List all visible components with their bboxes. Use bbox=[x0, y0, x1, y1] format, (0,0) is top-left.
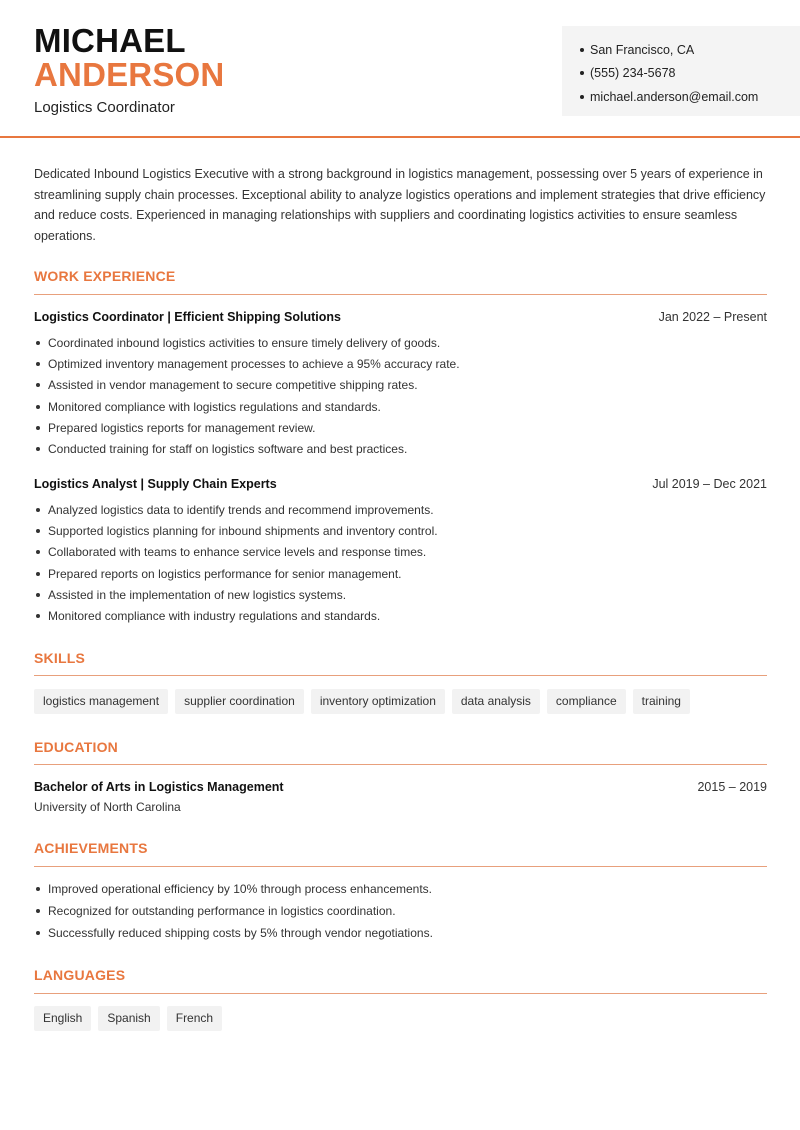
section-divider bbox=[34, 764, 767, 765]
section-title-education: EDUCATION bbox=[34, 739, 118, 755]
job-dates: Jul 2019 – Dec 2021 bbox=[652, 477, 767, 491]
first-name: MICHAEL bbox=[34, 22, 186, 59]
language-tags bbox=[34, 1006, 222, 1031]
job-heading bbox=[34, 477, 767, 491]
last-name: ANDERSON bbox=[34, 56, 225, 93]
list-item: Successfully reduced shipping costs by 5% through vendor negotiations. bbox=[34, 922, 767, 944]
language-tag: French bbox=[167, 1006, 222, 1031]
achievement-bullets bbox=[34, 878, 767, 944]
skill-tag: data analysis bbox=[452, 689, 540, 714]
bullet-icon bbox=[36, 593, 40, 597]
list-item: Collaborated with teams to enhance service levels and response times. bbox=[34, 542, 767, 563]
bullet-icon bbox=[36, 508, 40, 512]
bullet-icon bbox=[36, 887, 40, 891]
job-role: Logistics Coordinator | Efficient Shipping Solutions bbox=[34, 310, 341, 324]
resume-header bbox=[0, 0, 800, 138]
bullet-icon bbox=[36, 447, 40, 451]
school: University of North Carolina bbox=[34, 800, 181, 814]
job-role: Logistics Analyst | Supply Chain Experts bbox=[34, 477, 277, 491]
skill-tag: inventory optimization bbox=[311, 689, 445, 714]
bullet-icon bbox=[36, 529, 40, 533]
section-divider bbox=[34, 993, 767, 994]
bullet-icon bbox=[36, 362, 40, 366]
education-heading bbox=[34, 780, 767, 794]
list-item: Monitored compliance with industry regulations and standards. bbox=[34, 605, 767, 626]
list-item: Prepared logistics reports for management review. bbox=[34, 417, 767, 438]
section-divider bbox=[34, 294, 767, 295]
bullet-icon bbox=[36, 405, 40, 409]
list-item: Recognized for outstanding performance in logistics coordination. bbox=[34, 900, 767, 922]
list-item: Monitored compliance with logistics regulations and standards. bbox=[34, 396, 767, 417]
list-item: Analyzed logistics data to identify trends and recommend improvements. bbox=[34, 499, 767, 520]
skill-tag: logistics management bbox=[34, 689, 168, 714]
bullet-icon bbox=[36, 550, 40, 554]
contact-box bbox=[562, 26, 800, 116]
job-bullets bbox=[34, 332, 767, 460]
list-item: Prepared reports on logistics performance for senior management. bbox=[34, 563, 767, 584]
contact-email[interactable]: michael.anderson@email.com bbox=[580, 85, 800, 109]
skill-tag: training bbox=[633, 689, 690, 714]
section-title-skills: SKILLS bbox=[34, 650, 85, 666]
contact-location: San Francisco, CA bbox=[580, 38, 800, 62]
section-divider bbox=[34, 675, 767, 676]
bullet-icon bbox=[580, 71, 584, 75]
job-title: Logistics Coordinator bbox=[34, 99, 175, 116]
summary-text: Dedicated Inbound Logistics Executive with a strong background in logistics management, possessing over 5 years of experience in streamlining supply chain processes. Exceptional ability to analyze logistics operations and implement strategies that drive efficiency and reduce costs. Experienced in managing relationships with suppliers and coordinating logistics activities to ensure seamless operations. bbox=[34, 167, 766, 243]
bullet-icon bbox=[36, 572, 40, 576]
contact-phone: (555) 234-5678 bbox=[580, 62, 800, 86]
section-title-achievements: ACHIEVEMENTS bbox=[34, 840, 148, 856]
bullet-icon bbox=[580, 95, 584, 99]
section-divider bbox=[34, 866, 767, 867]
bullet-icon bbox=[580, 48, 584, 52]
section-title-languages: LANGUAGES bbox=[34, 967, 126, 983]
list-item: Coordinated inbound logistics activities to ensure timely delivery of goods. bbox=[34, 332, 767, 353]
education-dates: 2015 – 2019 bbox=[697, 780, 767, 794]
list-item: Optimized inventory management processes to achieve a 95% accuracy rate. bbox=[34, 353, 767, 374]
list-item: Conducted training for staff on logistics software and best practices. bbox=[34, 438, 767, 459]
skills-tags bbox=[34, 689, 690, 714]
job-bullets bbox=[34, 499, 767, 627]
bullet-icon bbox=[36, 909, 40, 913]
list-item: Assisted in the implementation of new logistics systems. bbox=[34, 584, 767, 605]
job-heading bbox=[34, 310, 767, 324]
bullet-icon bbox=[36, 426, 40, 430]
job-dates: Jan 2022 – Present bbox=[658, 310, 767, 324]
language-tag: English bbox=[34, 1006, 91, 1031]
bullet-icon bbox=[36, 614, 40, 618]
language-tag: Spanish bbox=[98, 1006, 159, 1031]
list-item: Assisted in vendor management to secure competitive shipping rates. bbox=[34, 375, 767, 396]
skill-tag: supplier coordination bbox=[175, 689, 304, 714]
section-title-work: WORK EXPERIENCE bbox=[34, 268, 176, 284]
list-item: Supported logistics planning for inbound shipments and inventory control. bbox=[34, 520, 767, 541]
bullet-icon bbox=[36, 383, 40, 387]
list-item: Improved operational efficiency by 10% through process enhancements. bbox=[34, 878, 767, 900]
bullet-icon bbox=[36, 341, 40, 345]
skill-tag: compliance bbox=[547, 689, 626, 714]
bullet-icon bbox=[36, 931, 40, 935]
degree: Bachelor of Arts in Logistics Management bbox=[34, 780, 284, 794]
